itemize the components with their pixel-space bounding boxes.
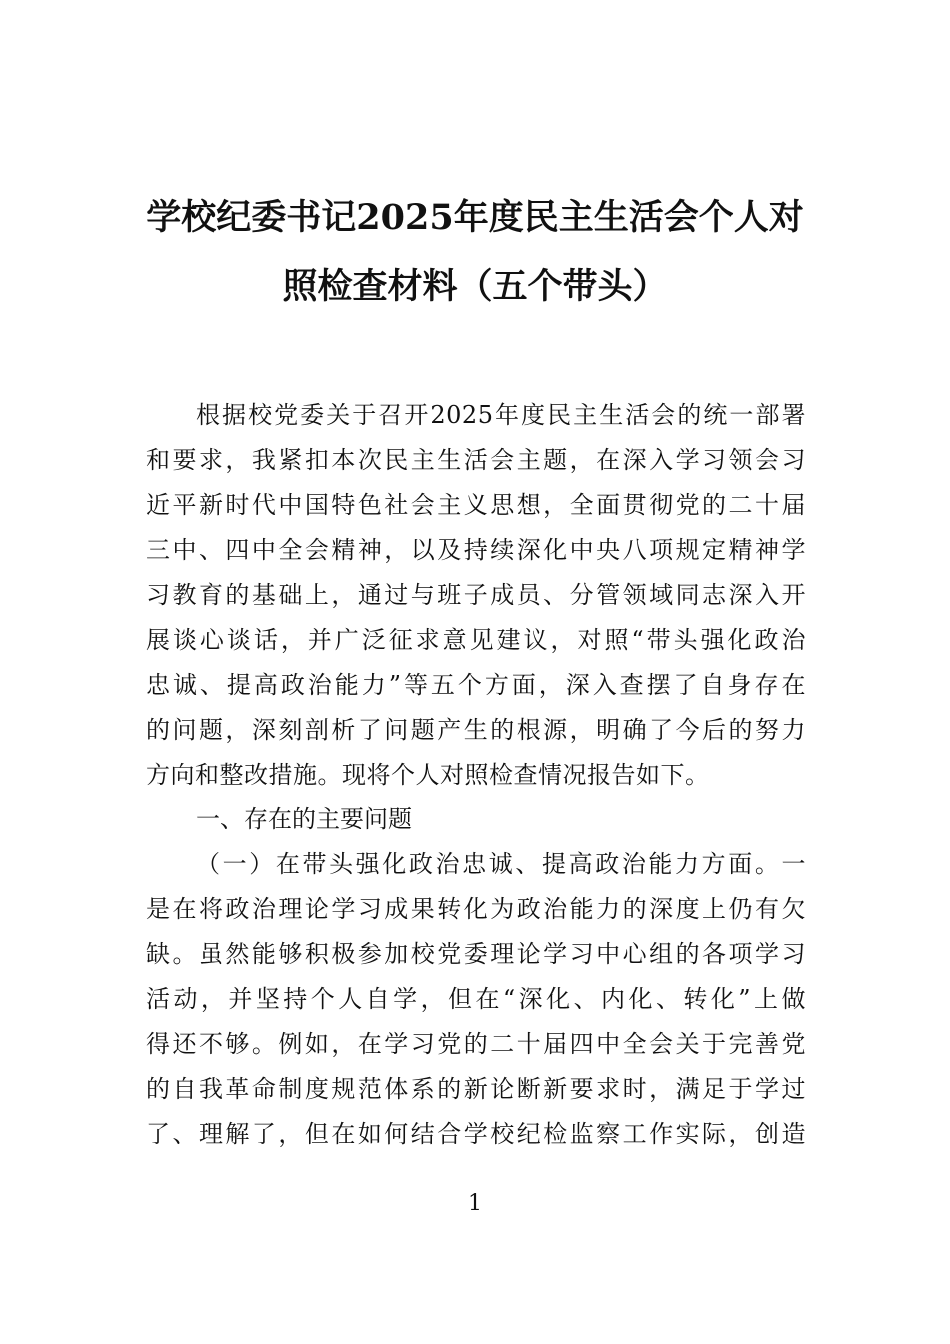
section-heading: 一、存在的主要问题 (196, 805, 412, 833)
document-title-line-2: 照检查材料（五个带头） (282, 266, 668, 307)
intro-line: 习教育的基础上，通过与班子成员、分管领域同志深入开 (146, 581, 806, 609)
intro-line: 的问题，深刻剖析了问题产生的根源，明确了今后的努力 (146, 716, 806, 744)
intro-line: 近平新时代中国特色社会主义思想，全面贯彻党的二十届 (146, 491, 806, 519)
intro-line: 和要求，我紧扣本次民主生活会主题，在深入学习领会习 (146, 446, 806, 474)
section-line: 活动，并坚持个人自学，但在“深化、内化、转化”上做 (146, 985, 806, 1013)
section-line: （一）在带头强化政治忠诚、提高政治能力方面。一 (196, 850, 806, 878)
section-line: 得还不够。例如，在学习党的二十届四中全会关于完善党 (146, 1030, 806, 1058)
document-title-line-1: 学校纪委书记2025年度民主生活会个人对 (146, 197, 804, 238)
section-line: 是在将政治理论学习成果转化为政治能力的深度上仍有欠 (146, 895, 806, 923)
intro-line: 方向和整改措施。现将个人对照检查情况报告如下。 (146, 761, 710, 789)
intro-line: 忠诚、提高政治能力”等五个方面，深入查摆了自身存在 (146, 671, 806, 699)
section-line: 缺。虽然能够积极参加校党委理论学习中心组的各项学习 (146, 940, 806, 968)
intro-line: 根据校党委关于召开2025年度民主生活会的统一部署 (196, 401, 806, 429)
page-number: 1 (468, 1191, 482, 1216)
section-line: 的自我革命制度规范体系的新论断新要求时，满足于学过 (146, 1075, 806, 1103)
intro-line: 三中、四中全会精神，以及持续深化中央八项规定精神学 (146, 536, 806, 564)
intro-line: 展谈心谈话，并广泛征求意见建议，对照“带头强化政治 (146, 626, 806, 654)
section-line: 了、理解了，但在如何结合学校纪检监察工作实际，创造 (146, 1120, 806, 1148)
